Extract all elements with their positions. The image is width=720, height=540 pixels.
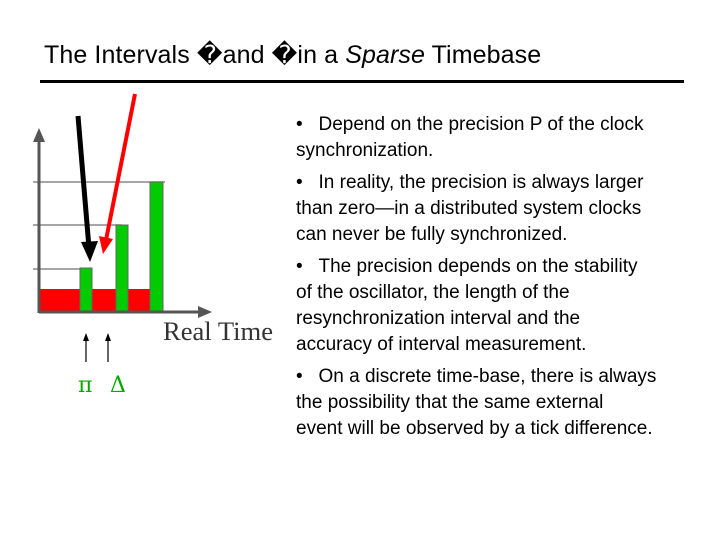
slide-title: The Intervals �and �in a Sparse Timebase (44, 41, 542, 69)
green-bar-1 (80, 268, 92, 311)
timebase-diagram (0, 0, 300, 540)
pi-symbol: π (78, 373, 93, 398)
bullet-item: • On a discrete time-base, there is always the possibility that the same external event will be observed by a tick difference. (296, 364, 720, 442)
red-arrow (106, 94, 135, 240)
green-bar-3 (150, 182, 163, 311)
bullet-item: • Depend on the precision P of the clock synchronization. (296, 112, 720, 164)
red-band (38, 289, 150, 311)
tick-lines (33, 182, 165, 269)
green-bar-2 (116, 225, 128, 311)
axis-label-real-time: Real Time (163, 317, 273, 346)
bullet-item: • The precision depends on the stability of the oscillator, the length of the resynchronization interval and the accuracy of interval measurement. (296, 254, 720, 358)
missing-glyph-box: � (271, 41, 298, 69)
interval-markers (83, 333, 111, 362)
delta-symbol: Δ (110, 373, 126, 398)
missing-glyph-box: � (196, 41, 223, 69)
bullet-item: • In reality, the precision is always larger than zero—in a distributed system clocks can never be fully synchronized. (296, 170, 720, 248)
bullet-list (296, 112, 720, 448)
